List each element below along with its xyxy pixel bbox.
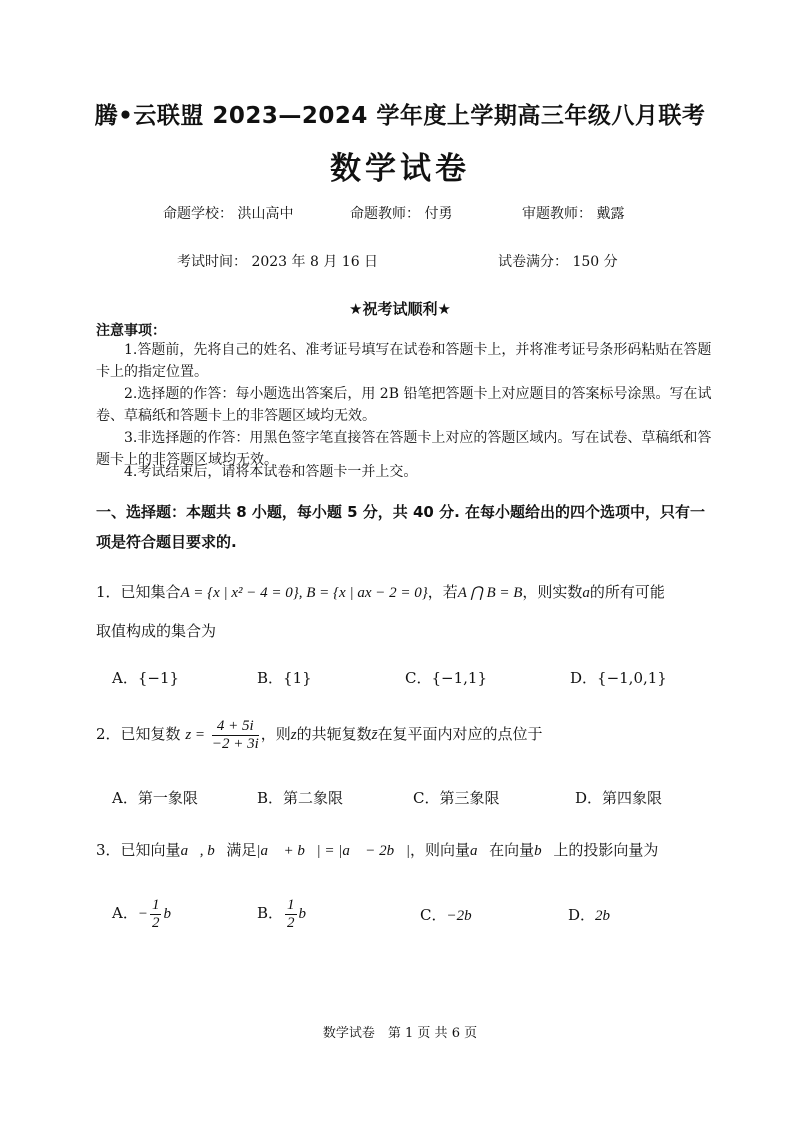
- meta-score-value: 150 分: [572, 254, 618, 270]
- note-item: 2.选择题的作答：每小题选出答案后，用 2B 铅笔把答题卡上对应题目的答案标号涂黑。写在试卷、草稿纸和答题卡上的非答题区域均无效。: [96, 386, 712, 424]
- option-d: [568, 904, 622, 925]
- page-footer: 数学试卷 第 1 页 共 6 页: [322, 1026, 478, 1041]
- option-value: −2b⃗: [446, 908, 484, 924]
- meta-school: [163, 203, 293, 223]
- math-expression: z =: [185, 727, 206, 743]
- option-c: C．{−1,1}: [405, 669, 487, 687]
- math-expression: A = {x | x² − 4 = 0}: [180, 585, 299, 601]
- question-text: 上的投影向量为: [553, 841, 659, 859]
- fraction-denominator: −2 + 3i: [211, 735, 259, 752]
- option-c: [420, 904, 483, 925]
- meta-reviewer: [522, 203, 624, 223]
- question-text: ，若: [427, 583, 458, 601]
- option-label: C．: [420, 906, 447, 924]
- section-heading: 一、选择题：本题共 8 小题，每小题 5 分，共 40 分. 在每小题给出的四个选项中，只有一项是符合题目要求的.: [96, 503, 706, 551]
- option-value: 2b⃗: [595, 908, 622, 924]
- question-text: ，则向量: [409, 841, 470, 859]
- meta-author: [350, 203, 452, 223]
- meta-time-value: 2023 年 8 月 16 日: [251, 254, 379, 270]
- option-d: D．第四象限: [575, 789, 663, 807]
- meta-author-label: 命题教师：: [350, 206, 420, 222]
- math-expression: z̄: [371, 727, 378, 743]
- fraction-numerator: 1: [151, 897, 160, 913]
- question-number: 3．: [96, 841, 121, 859]
- question-1: [96, 581, 665, 602]
- option-label: B．: [257, 904, 284, 922]
- question-text: ，则实数: [522, 583, 583, 601]
- question-2: [96, 718, 543, 752]
- question-number: 1．: [96, 583, 121, 601]
- notes-heading: 注意事项：: [96, 323, 166, 339]
- exam-title: 腾•云联盟 2023—2024 学年度上学期高三年级八月联考: [94, 103, 706, 129]
- question-1-line-2: 取值构成的集合为: [96, 622, 217, 640]
- option-label: A．: [112, 904, 138, 922]
- question-text: 已知集合: [120, 583, 181, 601]
- question-3: [96, 839, 658, 860]
- option-c: C．第三象限: [413, 789, 500, 807]
- note-item: 4.考试结束后，请将本试卷和答题卡一并上交。: [124, 464, 418, 480]
- question-number: 2．: [96, 725, 121, 743]
- option-sign: −: [137, 906, 148, 922]
- exam-subject: 数学试卷: [330, 151, 470, 187]
- fraction: [285, 897, 297, 931]
- math-expression: b⃗: [534, 843, 554, 859]
- fraction: [150, 897, 162, 931]
- note-item: 3.非选择题的作答：用黑色签字笔直接答在答题卡上对应的答题区域内。写在试卷、草稿纸和答题卡上的非答题区域均无效。: [96, 430, 712, 468]
- question-text: 在复平面内对应的点位于: [377, 725, 543, 743]
- meta-time: [177, 251, 378, 271]
- option-a: A．{−1}: [112, 669, 180, 687]
- meta-school-label: 命题学校：: [163, 206, 233, 222]
- option-label: D．: [568, 906, 596, 924]
- fraction-denominator: 2: [287, 914, 295, 931]
- fraction: [212, 718, 259, 752]
- fraction-denominator: 2: [151, 914, 160, 931]
- vector-b: b⃗: [163, 906, 183, 922]
- question-text: 已知复数: [120, 725, 181, 743]
- question-text: 已知向量: [120, 841, 181, 859]
- vector-b: b⃗: [298, 906, 318, 922]
- question-text: 满足: [226, 841, 257, 859]
- option-a: A．第一象限: [112, 789, 198, 807]
- math-expression: A ⋂ B = B: [457, 585, 523, 601]
- meta-reviewer-value: 戴露: [596, 206, 625, 222]
- option-a: [112, 897, 183, 931]
- math-expression: a: [582, 585, 590, 601]
- meta-score-label: 试卷满分：: [498, 254, 568, 270]
- option-b: B．第二象限: [257, 789, 344, 807]
- meta-author-value: 付勇: [424, 206, 453, 222]
- question-text: 的所有可能: [589, 583, 665, 601]
- option-b: [257, 897, 318, 931]
- math-expression: |a⃗ + b⃗| = |a⃗ − 2b⃗|: [256, 843, 410, 859]
- meta-reviewer-label: 审题教师：: [522, 206, 592, 222]
- math-expression: z: [290, 727, 297, 743]
- good-luck-banner: ★祝考试顺利★: [349, 300, 451, 318]
- meta-school-value: 洪山高中: [237, 206, 294, 222]
- math-expression: , B = {x | ax − 2 = 0}: [298, 585, 428, 601]
- fraction-numerator: 4 + 5i: [212, 718, 259, 736]
- question-text: 的共轭复数: [296, 725, 372, 743]
- option-d: D．{−1,0,1}: [570, 669, 667, 687]
- meta-score: [498, 251, 618, 271]
- math-expression: a⃗, b⃗: [180, 843, 227, 859]
- question-text: 在向量: [489, 841, 535, 859]
- fraction-numerator: 1: [287, 897, 295, 913]
- math-expression: a⃗: [469, 843, 490, 859]
- meta-time-label: 考试时间：: [177, 254, 247, 270]
- option-b: B．{1}: [257, 669, 312, 687]
- question-text: ，则: [260, 725, 291, 743]
- note-item: 1.答题前，先将自己的姓名、准考证号填写在试卷和答题卡上，并将准考证号条形码粘贴在答题卡上的指定位置。: [96, 342, 712, 380]
